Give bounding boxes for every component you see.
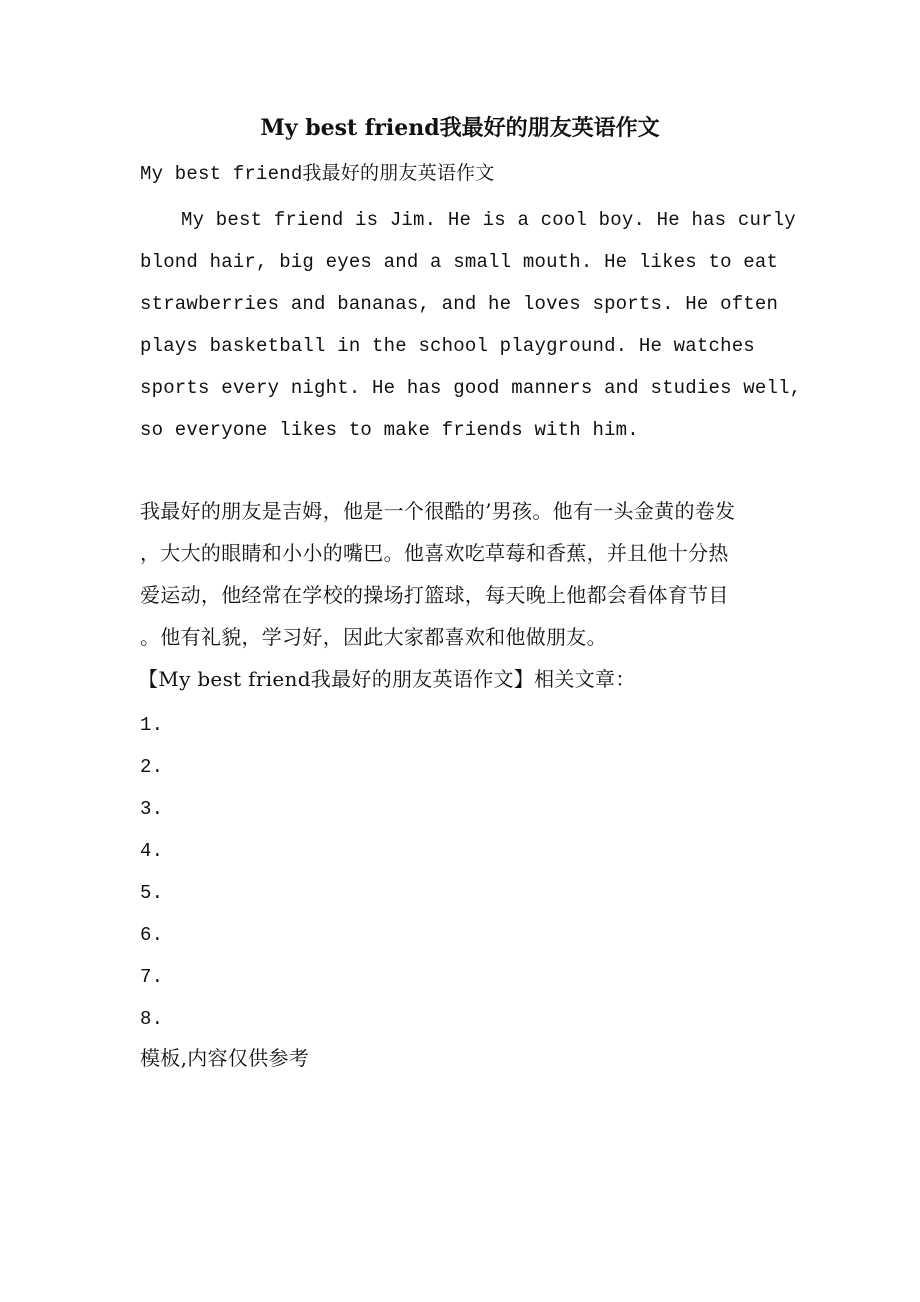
related-articles-heading: 【My best friend我最好的朋友英语作文】相关文章： <box>138 667 636 691</box>
related-article-item-8[interactable]: 8. <box>140 1008 164 1030</box>
related-article-item-3[interactable]: 3. <box>140 798 164 820</box>
document-subtitle: My best friend我最好的朋友英语作文 <box>140 163 495 185</box>
english-paragraph-line-4: plays basketball in the school playground. He watches <box>140 335 755 357</box>
english-paragraph-line-5: sports every night. He has good manners and studies well, <box>140 377 802 399</box>
english-paragraph-line-1: My best friend is Jim. He is a cool boy. He has curly <box>181 209 796 231</box>
related-article-item-1[interactable]: 1. <box>140 714 164 736</box>
document-title: My best friend我最好的朋友英语作文 <box>260 115 660 141</box>
related-article-item-2[interactable]: 2. <box>140 756 164 778</box>
chinese-paragraph-line-1: 我最好的朋友是吉姆，他是一个很酷的’男孩。他有一头金黄的卷发 <box>140 499 736 523</box>
english-paragraph-line-6: so everyone likes to make friends with him. <box>140 419 639 441</box>
chinese-paragraph-line-2: ，大大的眼睛和小小的嘴巴。他喜欢吃草莓和香蕉，并且他十分热 <box>140 541 729 565</box>
english-paragraph-line-3: strawberries and bananas, and he loves sports. He often <box>140 293 779 315</box>
related-article-item-6[interactable]: 6. <box>140 924 164 946</box>
related-article-item-4[interactable]: 4. <box>140 840 164 862</box>
related-article-item-5[interactable]: 5. <box>140 882 164 904</box>
related-article-item-7[interactable]: 7. <box>140 966 164 988</box>
chinese-paragraph-line-3: 爱运动，他经常在学校的操场打篮球，每天晚上他都会看体育节目 <box>140 583 729 607</box>
chinese-paragraph-line-4: 。他有礼貌，学习好，因此大家都喜欢和他做朋友。 <box>140 625 607 649</box>
english-paragraph-line-2: blond hair, big eyes and a small mouth. He likes to eat <box>140 251 779 273</box>
footer-note: 模板,内容仅供参考 <box>140 1046 310 1070</box>
